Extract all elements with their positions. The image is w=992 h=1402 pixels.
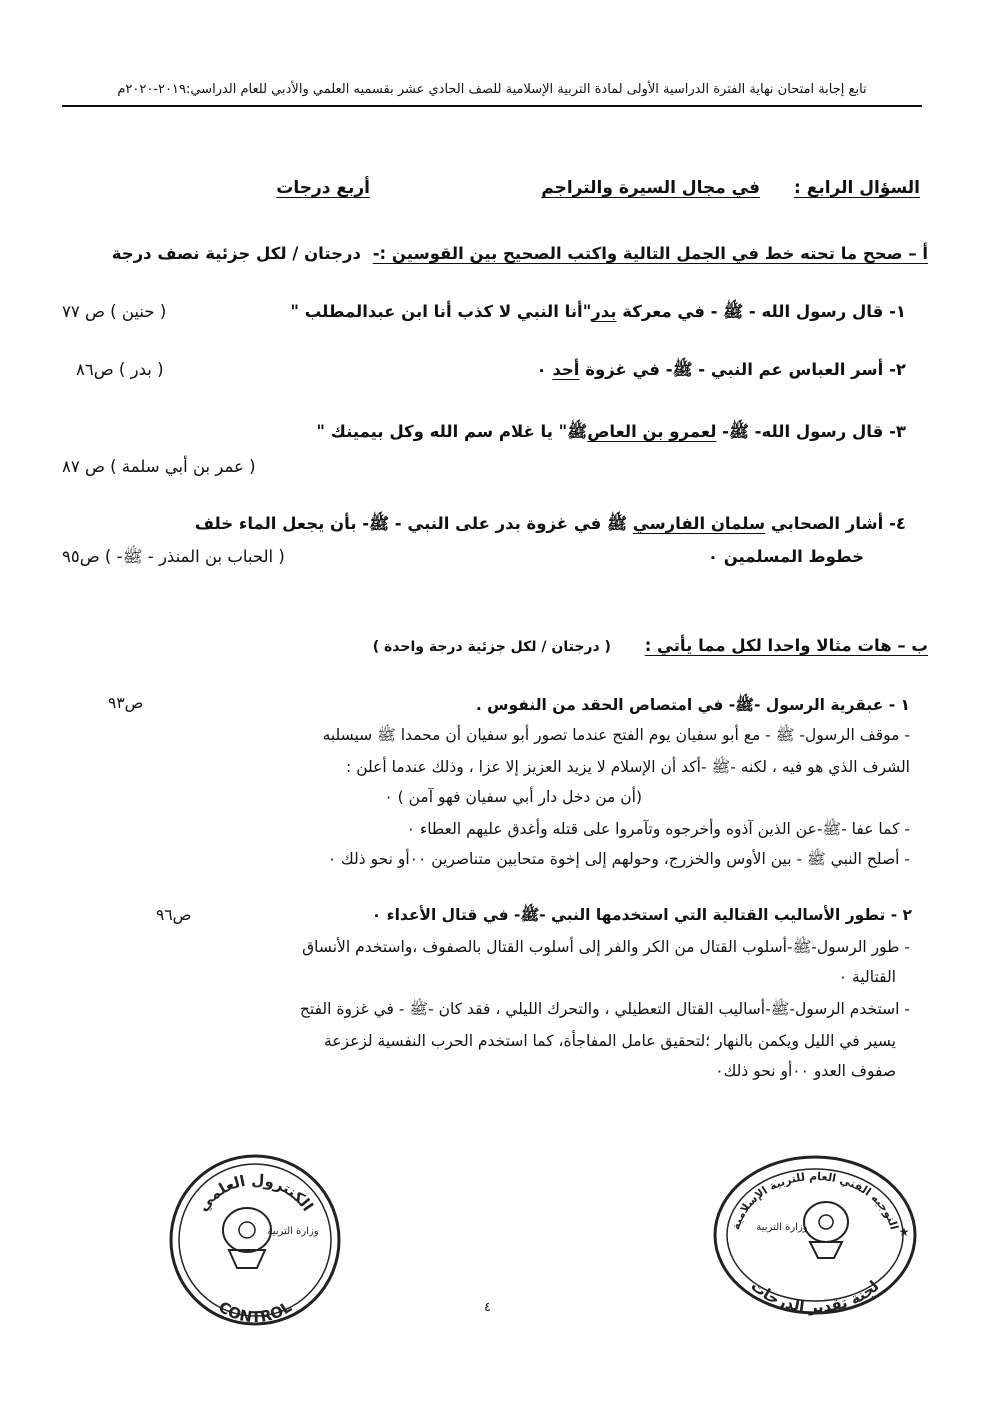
item-number: ٢- [889,360,906,379]
item-text-post: ﷺ في غزوة بدر على النبي - ﷺ- بأن يجعل الماء خلف [194,514,628,533]
stamp-top-text: الكنترول العلمي [193,1170,317,1215]
part-a-heading [112,242,928,265]
part-b-item-1-line: (أن من دخل دار أبي سفيان فهو آمن ) ٠ [384,788,642,806]
part-b-heading-text: ب – هات مثالا واحدا لكل مما يأتي : [644,636,928,655]
part-b-item-1-page: ص٩٣ [108,694,144,712]
part-a-answer-3: ( عمر بن أبي سلمة ) ص ٨٧ [62,457,256,476]
item-number: ٣- [889,422,906,441]
page-header: تابع إجابة امتحان نهاية الفترة الدراسية الأولى لمادة التربية الإسلامية للصف الحادي عشر بقسميه العلمي والأدبي للعام الدراسي:٢٠١٩-٢٠٢٠م [62,82,922,107]
part-b-item-1-line: الشرف الذي هو فيه ، لكنه -ﷺ -أكد أن الإسلام لا يزيد العزيز إلا عزا ، وذلك عندما أعلن : [346,758,910,776]
stamp-top-text: التوجيه الفني العام للتربية الإسلامية [729,1169,901,1232]
supervision-stamp [708,1150,922,1320]
part-a-answer-4: ( الحباب بن المنذر - ﷺ- ) ص٩٥ [62,547,285,566]
item-text: أسر العباس عم النبي - ﷺ- في غزوة [585,360,884,379]
part-a-answer-2: ( بدر ) ص٨٦ [76,360,164,379]
part-a-item-4 [195,512,906,535]
part-b-item-2-line: يسير في الليل ويكمن بالنهار ؛لتحقيق عامل المفاجأة، كما استخدم الحرب النفسية لزعزعة [323,1032,896,1050]
stamp-bottom-text: CONTROL [215,1297,295,1327]
part-a-answer-1: ( حنين ) ص ٧٧ [62,302,167,321]
question-title: السؤال الرابع : [794,178,920,198]
item-underlined: لعمرو بن العاص [587,422,717,441]
item-text-post: ٠ [536,360,547,379]
part-b-item-2-line: - استخدم الرسول-ﷺ-أساليب القتال التعطيلي ، والتحرك الليلي ، فقد كان -ﷺ - في غزوة الفتح [299,1000,910,1018]
part-b-item-2-page: ص٩٦ [156,906,192,924]
part-b-item-1-title: ١ - عبقرية الرسول -ﷺ- في امتصاص الحقد من النفوس . [475,696,910,714]
emblem-icon [804,1202,848,1242]
part-a-item-2 [537,358,906,381]
stamp-inner-text: وزارة التربية [267,1226,319,1237]
part-b-item-1-line: - أصلح النبي ﷺ - بين الأوس والخزرج، وحولهم إلى إخوة متحابين متناصرين ٠٠أو نحو ذلك ٠ [327,850,910,868]
part-b-grading: ( درجتان / لكل جزئية درجة واحدة ) [372,639,611,655]
page-number: ٤ [484,1300,491,1315]
item-text-post: ﷺ" يا غلام سم الله وكل بيمينك " [316,422,588,441]
part-b-item-2-line: صفوف العدو ٠٠أو نحو ذلك٠ [715,1062,896,1080]
question-field: في مجال السيرة والتراجم [541,178,760,198]
part-b-item-2-line: - طور الرسول-ﷺ-أسلوب القتال من الكر والفر إلى أسلوب القتال بالصفوف ،واستخدم الأنساق [302,938,910,956]
part-b-item-1-line: - موقف الرسول- ﷺ - مع أبو سفيان يوم الفتح عندما تصور أبو سفيان أن محمدا ﷺ سيسلبه [322,726,910,744]
item-underlined: أحد [552,360,580,379]
stamp-bottom-text: لجنة تقدير الدرجات [747,1276,883,1317]
stamp-inner-text: وزارة التربية [756,1222,808,1233]
part-a-grading: درجتان / لكل جزئية نصف درجة [111,244,361,263]
item-underlined: بدر [591,302,617,321]
part-b-item-2-title: ٢ - تطور الأساليب القتالية التي استخدمها النبي -ﷺ- في قتال الأعداء ٠ [371,906,912,924]
control-stamp [165,1150,345,1330]
item-text: قال رسول الله- ﷺ- [722,422,884,441]
part-a-item-3 [316,420,906,443]
part-a-item-1 [290,300,906,323]
item-underlined: سلمان الفارسي [632,514,766,533]
item-text: أشار الصحابي [770,514,884,533]
part-b-heading [373,634,928,658]
part-b-item-1-line: - كما عفا -ﷺ-عن الذين آذوه وأخرجوه وتآمروا على قتله وأغدق عليهم العطاء ٠ [406,820,910,838]
part-a-heading-text: أ – صحح ما تحته خط في الجمل التالية واكتب الصحيح بين القوسين :- [372,244,928,263]
part-b-item-2-line: القتالية ٠ [838,968,896,986]
star-icon: ★ [898,1225,910,1239]
emblem-icon [223,1208,271,1252]
question-marks: أربع درجات [276,178,370,198]
item-number: ١- [889,302,906,321]
item-text: قال رسول الله - ﷺ - في معركة [622,302,884,321]
item-text-post: "أنا النبي لا كذب أنا ابن عبدالمطلب " [290,302,592,321]
part-a-item-4-line2: خطوط المسلمين ٠ [707,547,864,566]
item-number: ٤- [889,514,906,533]
